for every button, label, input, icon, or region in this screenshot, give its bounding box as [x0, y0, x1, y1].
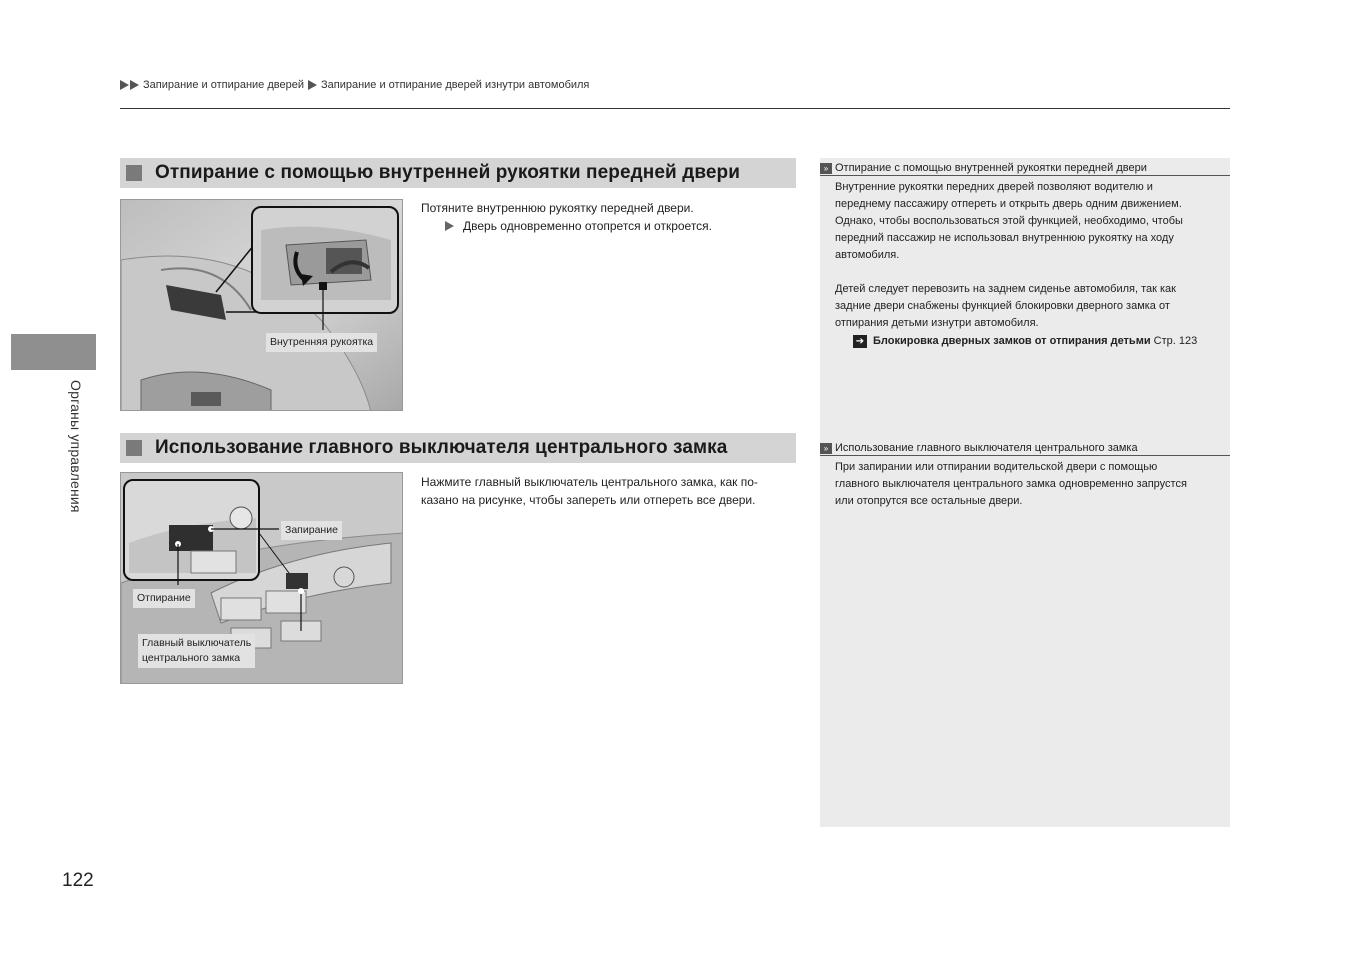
chapter-tab[interactable] — [11, 334, 96, 370]
section-title: Отпирание с помощью внутренней рукоятки передней двери — [155, 162, 741, 183]
cross-reference-link[interactable]: ➔ Блокировка дверных замков от отпирания детьми Стр. 123 — [835, 333, 1220, 350]
note2-body: При запирании или отпирании водительской двери с помощью главного выключателя центрального замка одновременно запрустся или отопрутся все остальные двери. — [835, 461, 1187, 507]
arrow-icon — [308, 80, 317, 90]
header-rule — [120, 108, 1230, 109]
double-arrow-icon — [120, 80, 139, 90]
section2-body: Нажмите главный выключатель центрального замка, как по- казано на рисунке, чтобы запереть или отпереть все двери. — [421, 475, 758, 507]
unlock-callout: Отпирание — [133, 589, 195, 608]
section1-instruction: Потяните внутреннюю рукоятку передней двери. — [421, 201, 694, 215]
note1-body: Внутренние рукоятки передних дверей позволяют водителю и переднему пассажиру отпереть и открыть дверь одним движением. Однако, чтобы воспользоваться этой функцией, необходимо, чтобы передний пассажир не использовал внутреннюю рукоятку на ходу автомобиля. Детей следует перевозить на заднем сиденье автомобиля, так как задние двери снабжены функцией блокировки дверного замка от отпирания детьми изнутри автомобиля. ➔ Блокировка дверных замков от отпирания детьми Стр. 123 — [835, 179, 1220, 350]
section-square-icon — [126, 165, 142, 181]
section1-body — [421, 199, 712, 235]
section-title: Использование главного выключателя центрального замка — [155, 437, 728, 458]
lock-callout: Запирание — [281, 521, 342, 540]
triangle-right-icon — [445, 221, 454, 231]
note-chevron-icon: » — [820, 163, 832, 174]
chapter-label: Органы управления — [68, 380, 84, 513]
breadcrumb — [120, 79, 589, 91]
inner-handle-callout: Внутренняя рукоятка — [266, 333, 377, 352]
section-square-icon — [126, 440, 142, 456]
notes-column — [820, 158, 1230, 827]
section-header-inner-handle — [120, 158, 796, 188]
breadcrumb-part-1[interactable]: Запирание и отпирание дверей — [143, 79, 304, 91]
note-chevron-icon: » — [820, 443, 832, 454]
arrow-right-icon: ➔ — [853, 335, 867, 348]
note1-title: » Отпирание с помощью внутренней рукоятки передней двери — [820, 162, 1230, 176]
note2-title: » Использование главного выключателя центрального замка — [820, 442, 1230, 456]
master-switch-callout: Главный выключатель центрального замка — [138, 634, 255, 668]
section-header-master-switch — [120, 433, 796, 463]
master-switch-figure — [120, 472, 403, 684]
section1-subnote: Дверь одновременно отопрется и откроется. — [421, 217, 712, 235]
door-handle-figure — [120, 199, 403, 411]
door-panel-illustration — [121, 200, 403, 411]
page-number: 122 — [62, 870, 94, 891]
breadcrumb-part-2[interactable]: Запирание и отпирание дверей изнутри автомобиля — [320, 79, 590, 91]
